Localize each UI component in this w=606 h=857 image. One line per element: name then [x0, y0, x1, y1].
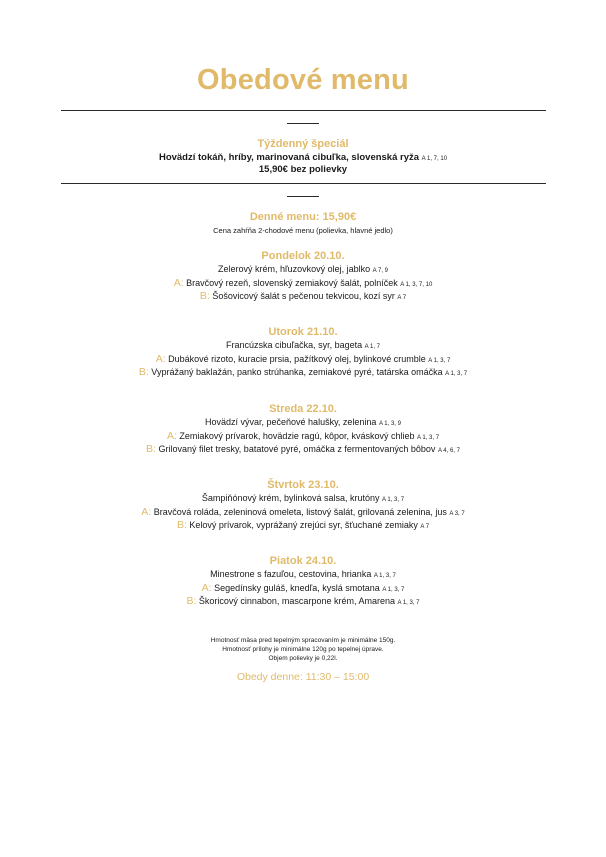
option-label: A:	[166, 430, 177, 442]
allergens: A 1, 3, 7	[445, 371, 468, 377]
soup-line	[0, 264, 606, 274]
day-heading: Piatok 24.10.	[269, 555, 337, 567]
option-a-line	[0, 353, 606, 365]
allergens: A 1, 3, 7	[373, 573, 396, 579]
allergens: A 1, 3, 9	[378, 421, 401, 427]
page-title: Obedové menu	[197, 64, 409, 96]
special-allergens: A 1, 7, 10	[421, 156, 448, 162]
opening-hours: Obedy denne: 11:30 – 15:00	[236, 671, 370, 683]
option-b-text: Šošovicový šalát s pečenou tekvicou, kozí syr	[212, 291, 395, 301]
option-b-line	[0, 290, 606, 302]
divider-line	[61, 183, 546, 184]
allergens: A 1, 3, 7	[417, 435, 440, 441]
option-b-line	[0, 519, 606, 531]
allergens: A 4, 6, 7	[437, 448, 460, 454]
option-a-text: Bravčová roláda, zeleninová omeleta, listový šalát, grilovaná zelenina, jus	[153, 507, 447, 517]
option-a-text: Segedínsky guláš, knedľa, kyslá smotana	[214, 583, 380, 593]
option-label: B:	[176, 519, 187, 531]
option-label: A:	[141, 506, 152, 518]
day-heading: Streda 22.10.	[269, 403, 337, 415]
allergens: A 1, 3, 7	[397, 600, 420, 606]
daily-note: Cena zahŕňa 2-chodové menu (polievka, hlavné jedlo)	[213, 226, 393, 235]
option-b-text: Škoricový cinnabon, mascarpone krém, Amarena	[198, 596, 395, 606]
special-heading: Týždenný špeciál	[257, 138, 349, 150]
option-b-line	[0, 443, 606, 455]
option-a-line	[0, 430, 606, 442]
option-label: A:	[201, 582, 212, 594]
option-b-line	[0, 595, 606, 607]
soup-text: Zelerový krém, hľuzovkový olej, jablko	[217, 264, 371, 274]
day-heading: Štvrtok 23.10.	[267, 479, 339, 491]
soup-line	[0, 569, 606, 579]
allergens: A 1, 3, 7	[428, 358, 451, 364]
option-b-text: Kelový prívarok, vyprážaný zrejúci syr, šťuchané zemiaky	[189, 520, 418, 530]
option-a-line	[0, 506, 606, 518]
allergens: A 3, 7	[449, 511, 465, 517]
allergens: A 1, 3, 7	[382, 497, 405, 503]
option-b-line	[0, 366, 606, 378]
option-a-text: Dubákové rizoto, kuracie prsia, pažítkový olej, bylinkové crumble	[168, 354, 426, 364]
option-label: B:	[138, 366, 149, 378]
allergens: A 1, 3, 7, 10	[400, 282, 433, 288]
soup-line	[0, 417, 606, 427]
option-b-text: Vyprážaný baklažán, panko strúhanka, zemiakové pyré, tatárska omáčka	[151, 367, 443, 377]
footer-note-side: Hmotnosť prílohy je minimálne 120g po tepelnej úprave.	[222, 646, 384, 653]
option-b-text: Grilovaný filet tresky, batatové pyré, omáčka z fermentovaných bôbov	[158, 444, 436, 454]
option-label: A:	[173, 277, 184, 289]
special-price: 15,90€ bez polievky	[258, 164, 348, 175]
footer-note-meat: Hmotnosť mäsa pred tepelným spracovaním je minimálne 150g.	[210, 637, 396, 644]
option-label: B:	[186, 595, 197, 607]
soup-text: Hovädzí vývar, pečeňové halušky, zelenina	[205, 417, 377, 427]
soup-text: Minestrone s fazuľou, cestovina, hrianka	[210, 569, 372, 579]
allergens: A 7, 9	[372, 268, 389, 274]
option-a-text: Bravčový rezeň, slovenský zemiakový šalát, polníček	[186, 278, 398, 288]
soup-line	[0, 340, 606, 350]
option-a-line	[0, 277, 606, 289]
day-heading: Pondelok 20.10.	[261, 250, 345, 262]
allergens: A 7	[397, 295, 407, 301]
soup-line	[0, 493, 606, 503]
option-label: B:	[146, 443, 156, 455]
special-dish	[0, 152, 606, 163]
allergens: A 1, 7	[364, 344, 381, 350]
footer-note-soup: Objem polievky je 0,22l.	[268, 655, 338, 662]
option-a-line	[0, 582, 606, 594]
short-divider	[287, 196, 319, 197]
allergens: A 7	[420, 524, 430, 530]
divider-line	[61, 110, 546, 111]
special-dish-text: Hovädzí tokáň, hríby, marinovaná cibuľka, slovenská ryža	[158, 152, 420, 163]
option-label: A:	[155, 353, 166, 365]
allergens: A 1, 3, 7	[382, 587, 405, 593]
option-label: B:	[199, 290, 210, 302]
short-divider	[287, 123, 319, 124]
soup-text: Francúzska cibuľačka, syr, bageta	[225, 340, 363, 350]
option-a-text: Zemiakový prívarok, hovädzie ragú, kôpor, kváskový chlieb	[179, 431, 415, 441]
soup-text: Šampiňónový krém, bylinková salsa, krutóny	[201, 493, 380, 503]
day-heading: Utorok 21.10.	[268, 326, 338, 338]
daily-heading: Denné menu: 15,90€	[249, 211, 357, 223]
